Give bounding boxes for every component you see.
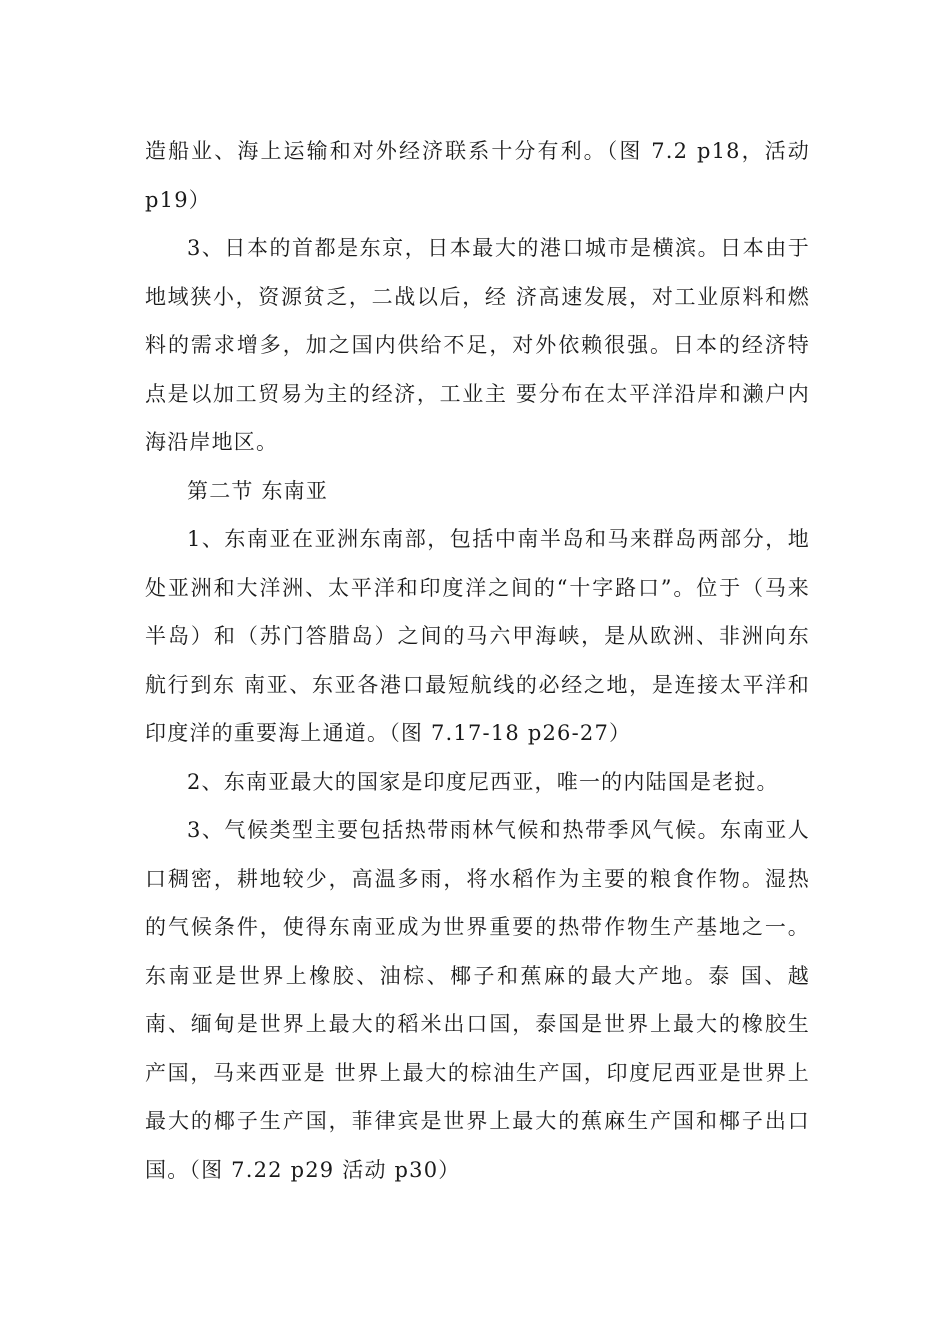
paragraph-southeast-asia-location: 1、东南亚在亚洲东南部，包括中南半岛和马来群岛两部分，地处亚洲和大洋洲、太平洋和印度洋之间的“十字路口”。位于（马来半岛）和（苏门答腊岛）之间的马六甲海峡，是从欧洲、非洲向东航行到东 南亚、东亚各港口最短航线的必经之地，是连接太平洋和印度洋的重要海上通道。（图 7.17-18 p26-27） [145, 527, 810, 745]
paragraph-climate-agriculture: 3、气候类型主要包括热带雨林气候和热带季风气候。东南亚人口稠密，耕地较少，高温多雨，将水稻作为主要的粮食作物。湿热的气候条件，使得东南亚成为世界重要的热带作物生产基地之一。东南亚是世界上橡胶、油棕、椰子和蕉麻的最大产地。泰 国、越南、缅甸是世界上最大的稻米出口国，泰国是世界上最大的橡胶生产国，马来西亚是 世界上最大的棕油生产国，印度尼西亚是世界上最大的椰子生产国，菲律宾是世界上最大的蕉麻生产国和椰子出口国。（图 7.22 p29 活动 p30） [145, 818, 810, 1182]
paragraph-japan-capital-economy: 3、日本的首都是东京，日本最大的港口城市是横滨。日本由于地域狭小，资源贫乏，二战以后，经 济高速发展，对工业原料和燃料的需求增多，加之国内供给不足，对外依赖很强。日本的经济特点是以加工贸易为主的经济，工业主 要分布在太平洋沿岸和濑户内海沿岸地区。 [145, 236, 810, 454]
paragraph-continuation: 造船业、海上运输和对外经济联系十分有利。（图 7.2 p18，活动 p19） [145, 139, 810, 212]
paragraph-largest-country: 2、东南亚最大的国家是印度尼西亚，唯一的内陆国是老挝。 [187, 769, 779, 794]
document-body [145, 127, 810, 1194]
section-heading-southeast-asia: 第二节 东南亚 [187, 478, 329, 503]
